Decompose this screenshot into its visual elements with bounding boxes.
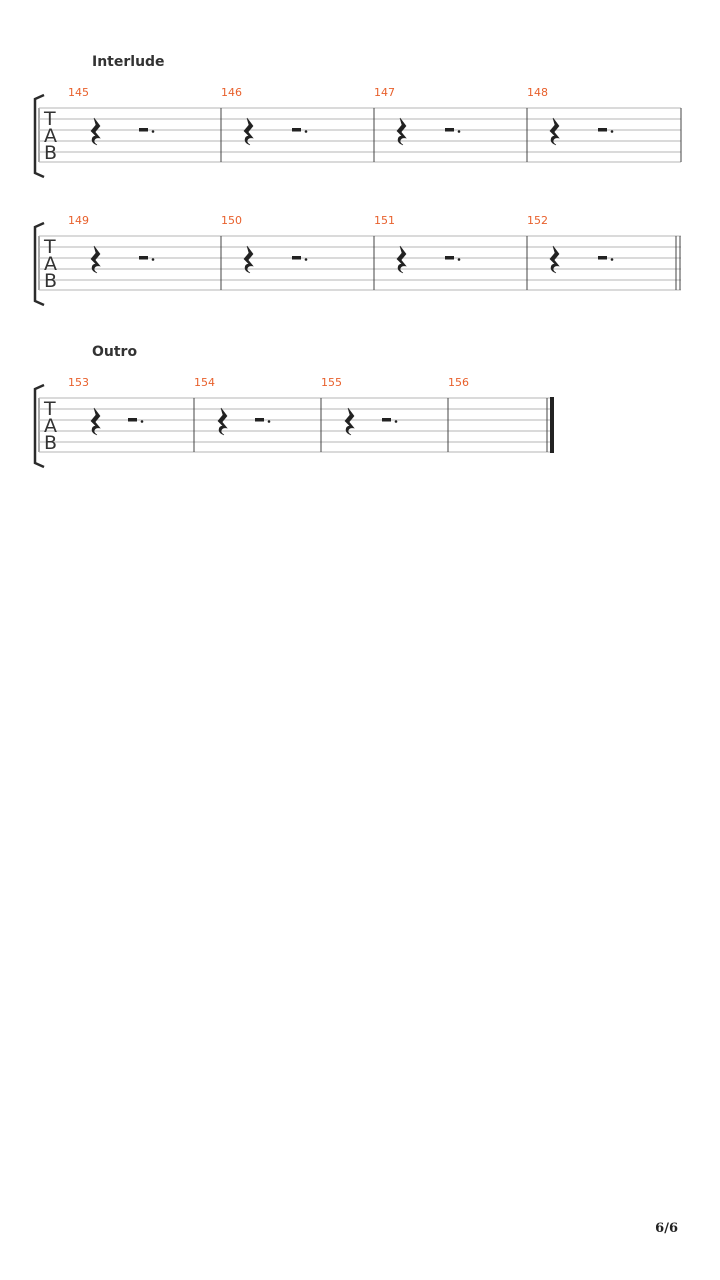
tab-staff-2	[0, 200, 720, 330]
rest-dot	[305, 258, 308, 261]
tab-clef-b: B	[44, 432, 58, 454]
half-rest	[445, 128, 454, 132]
staff-lines	[39, 108, 681, 162]
measure-number: 146	[221, 86, 242, 99]
page-number: 6/6	[655, 1221, 678, 1236]
rest-dot	[152, 258, 155, 261]
rest-dot	[458, 258, 461, 261]
half-rest	[598, 128, 607, 132]
half-rest	[128, 418, 137, 422]
half-rest	[445, 256, 454, 260]
half-rest	[598, 256, 607, 260]
final-barline	[550, 397, 554, 453]
rest-dot	[458, 130, 461, 133]
half-rest	[382, 418, 391, 422]
measure-number: 152	[527, 214, 548, 227]
measure-number: 150	[221, 214, 242, 227]
tab-clef-t: T	[44, 236, 56, 258]
measure-number: 153	[68, 376, 89, 389]
system-1	[0, 0, 720, 200]
tab-clef-t: T	[44, 108, 56, 130]
tab-clef-t: T	[44, 398, 56, 420]
barlines	[221, 108, 681, 162]
barlines	[221, 236, 680, 290]
tab-staff-1	[0, 0, 720, 200]
rest-dot	[141, 420, 144, 423]
measure-number: 147	[374, 86, 395, 99]
measure-number: 155	[321, 376, 342, 389]
half-rest	[139, 256, 148, 260]
tab-clef-a: A	[44, 415, 57, 437]
system-3	[0, 330, 720, 490]
measure-number: 154	[194, 376, 215, 389]
half-rest	[292, 128, 301, 132]
section-label-interlude: Interlude	[92, 54, 165, 70]
half-rest	[139, 128, 148, 132]
measure-number: 145	[68, 86, 89, 99]
tab-clef-a: A	[44, 253, 57, 275]
measure-number: 156	[448, 376, 469, 389]
barlines	[194, 398, 547, 452]
tab-clef-b: B	[44, 142, 58, 164]
measure-number: 151	[374, 214, 395, 227]
rest-dot	[305, 130, 308, 133]
staff-lines	[39, 398, 553, 452]
measure-number: 148	[527, 86, 548, 99]
system-2	[0, 200, 720, 330]
tab-clef-b: B	[44, 270, 58, 292]
section-label-outro: Outro	[92, 344, 138, 360]
half-rest	[292, 256, 301, 260]
half-rest	[255, 418, 264, 422]
tab-clef-a: A	[44, 125, 57, 147]
tab-staff-3	[0, 330, 720, 490]
rest-dot	[268, 420, 271, 423]
rest-dot	[611, 130, 614, 133]
measure-number: 149	[68, 214, 89, 227]
rest-dot	[611, 258, 614, 261]
rest-dot	[395, 420, 398, 423]
staff-lines	[39, 236, 681, 290]
rest-dot	[152, 130, 155, 133]
